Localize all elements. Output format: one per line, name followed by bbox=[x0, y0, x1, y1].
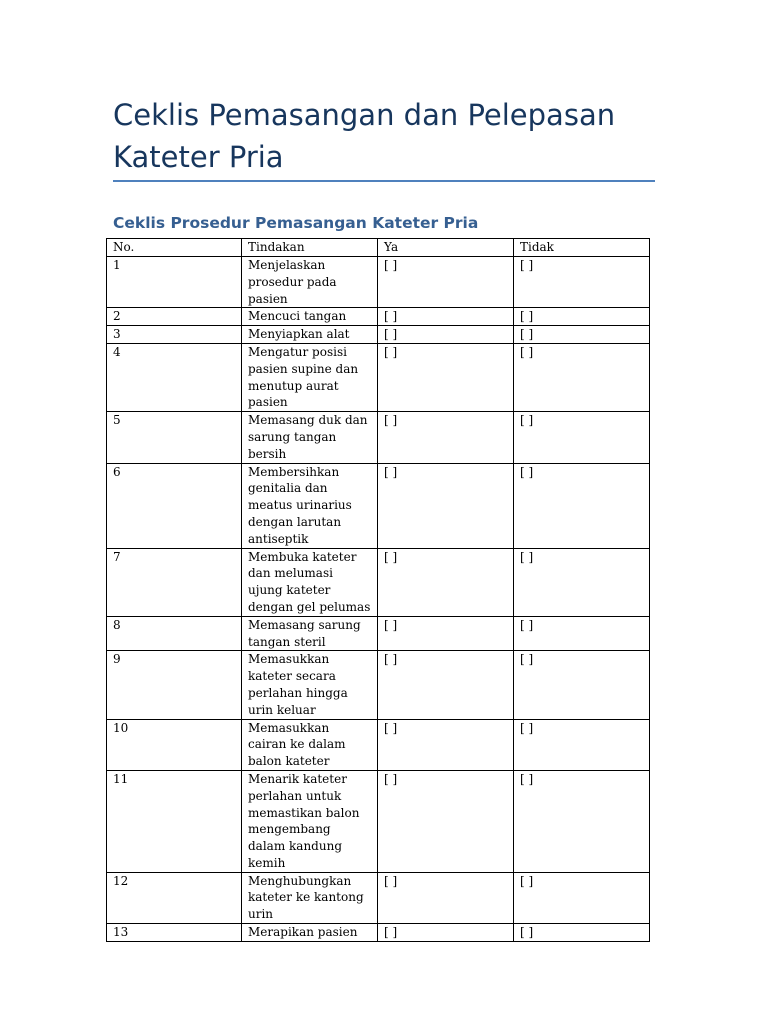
document-title: Ceklis Pemasangan dan Pelepasan Kateter Pria bbox=[113, 98, 616, 174]
ya-checkbox[interactable]: [ ] bbox=[378, 719, 514, 770]
ya-checkbox[interactable]: [ ] bbox=[378, 343, 514, 411]
row-action: Menarik kateter perlahan untuk memastikan balon mengembang dalam kandung kemih bbox=[242, 770, 378, 872]
table-row bbox=[107, 616, 650, 651]
row-number: 11 bbox=[107, 770, 242, 872]
table-row bbox=[107, 326, 650, 344]
row-action: Memasang duk dan sarung tangan bersih bbox=[242, 412, 378, 463]
table-row bbox=[107, 872, 650, 923]
tidak-checkbox[interactable]: [ ] bbox=[514, 924, 650, 942]
row-action: Menyiapkan alat bbox=[242, 326, 378, 344]
row-action: Menjelaskan prosedur pada pasien bbox=[242, 257, 378, 308]
ya-checkbox[interactable]: [ ] bbox=[378, 651, 514, 719]
row-action: Memasukkan cairan ke dalam balon kateter bbox=[242, 719, 378, 770]
row-action: Membuka kateter dan melumasi ujung kateter dengan gel pelumas bbox=[242, 548, 378, 616]
table-row bbox=[107, 308, 650, 326]
ya-checkbox[interactable]: [ ] bbox=[378, 308, 514, 326]
table-row bbox=[107, 412, 650, 463]
row-number: 13 bbox=[107, 924, 242, 942]
row-action: Mengatur posisi pasien supine dan menutup aurat pasien bbox=[242, 343, 378, 411]
table-row bbox=[107, 770, 650, 872]
row-action: Mencuci tangan bbox=[242, 308, 378, 326]
table-header-row bbox=[107, 239, 650, 257]
section-heading: Ceklis Prosedur Pemasangan Kateter Pria bbox=[113, 214, 479, 232]
checklist-table bbox=[106, 238, 650, 942]
ya-checkbox[interactable]: [ ] bbox=[378, 924, 514, 942]
ya-checkbox[interactable]: [ ] bbox=[378, 616, 514, 651]
tidak-checkbox[interactable]: [ ] bbox=[514, 412, 650, 463]
tidak-checkbox[interactable]: [ ] bbox=[514, 651, 650, 719]
tidak-checkbox[interactable]: [ ] bbox=[514, 719, 650, 770]
row-action: Memasang sarung tangan steril bbox=[242, 616, 378, 651]
ya-checkbox[interactable]: [ ] bbox=[378, 872, 514, 923]
tidak-checkbox[interactable]: [ ] bbox=[514, 326, 650, 344]
row-number: 12 bbox=[107, 872, 242, 923]
header-ya: Ya bbox=[378, 239, 514, 257]
table-row bbox=[107, 924, 650, 942]
tidak-checkbox[interactable]: [ ] bbox=[514, 770, 650, 872]
ya-checkbox[interactable]: [ ] bbox=[378, 548, 514, 616]
tidak-checkbox[interactable]: [ ] bbox=[514, 463, 650, 548]
tidak-checkbox[interactable]: [ ] bbox=[514, 343, 650, 411]
table-row bbox=[107, 257, 650, 308]
row-number: 5 bbox=[107, 412, 242, 463]
row-number: 10 bbox=[107, 719, 242, 770]
ya-checkbox[interactable]: [ ] bbox=[378, 463, 514, 548]
table-row bbox=[107, 651, 650, 719]
table-row bbox=[107, 463, 650, 548]
header-tidak: Tidak bbox=[514, 239, 650, 257]
table-row bbox=[107, 719, 650, 770]
tidak-checkbox[interactable]: [ ] bbox=[514, 616, 650, 651]
row-number: 2 bbox=[107, 308, 242, 326]
ya-checkbox[interactable]: [ ] bbox=[378, 326, 514, 344]
row-number: 3 bbox=[107, 326, 242, 344]
row-number: 4 bbox=[107, 343, 242, 411]
row-number: 8 bbox=[107, 616, 242, 651]
ya-checkbox[interactable]: [ ] bbox=[378, 412, 514, 463]
tidak-checkbox[interactable]: [ ] bbox=[514, 308, 650, 326]
tidak-checkbox[interactable]: [ ] bbox=[514, 872, 650, 923]
row-action: Memasukkan kateter secara perlahan hingga urin keluar bbox=[242, 651, 378, 719]
row-action: Merapikan pasien bbox=[242, 924, 378, 942]
table-row bbox=[107, 343, 650, 411]
row-number: 1 bbox=[107, 257, 242, 308]
row-number: 9 bbox=[107, 651, 242, 719]
header-no: No. bbox=[107, 239, 242, 257]
row-number: 6 bbox=[107, 463, 242, 548]
row-action: Membersihkan genitalia dan meatus urinarius dengan larutan antiseptik bbox=[242, 463, 378, 548]
ya-checkbox[interactable]: [ ] bbox=[378, 770, 514, 872]
header-tindakan: Tindakan bbox=[242, 239, 378, 257]
title-underline bbox=[113, 180, 655, 182]
row-action: Menghubungkan kateter ke kantong urin bbox=[242, 872, 378, 923]
tidak-checkbox[interactable]: [ ] bbox=[514, 257, 650, 308]
ya-checkbox[interactable]: [ ] bbox=[378, 257, 514, 308]
tidak-checkbox[interactable]: [ ] bbox=[514, 548, 650, 616]
table-row bbox=[107, 548, 650, 616]
row-number: 7 bbox=[107, 548, 242, 616]
